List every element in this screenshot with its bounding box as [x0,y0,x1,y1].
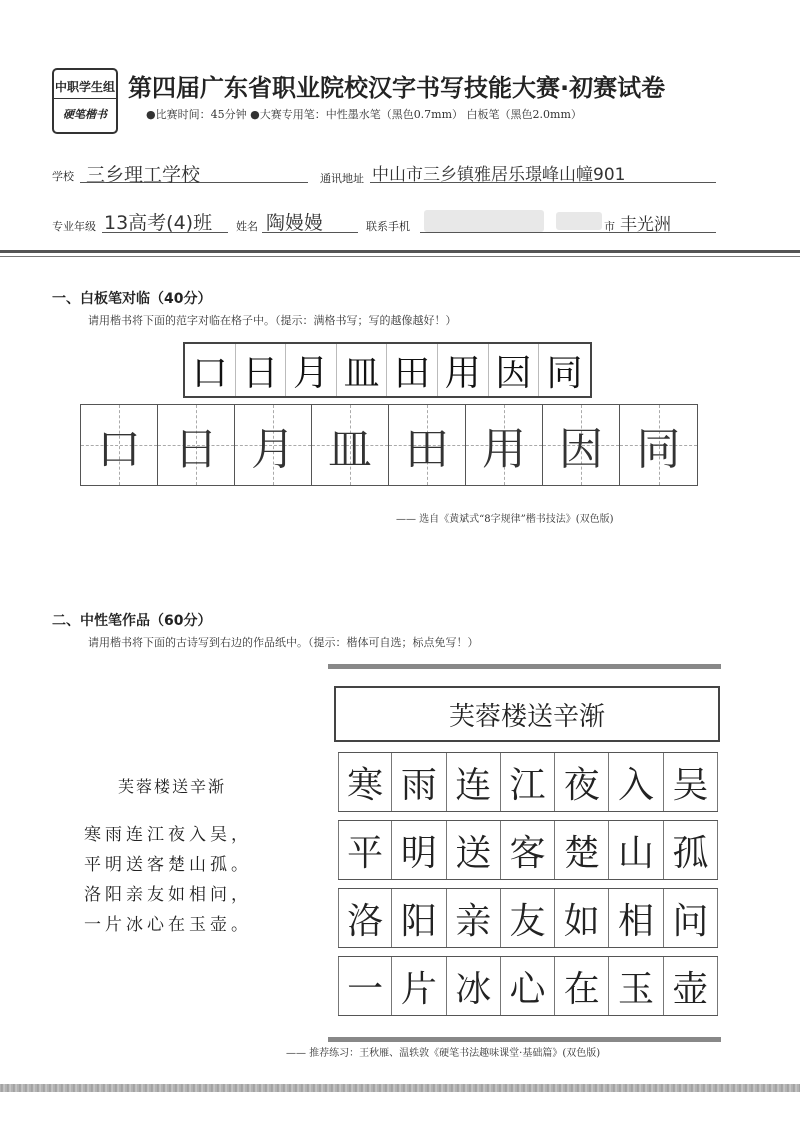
written-char: 用 [482,424,526,475]
written-char: 月 [251,424,295,475]
page-subtitle: ●比赛时间：45分钟 ●大赛专用笔：中性墨水笔（黑色0.7mm） 白板笔（黑色2.0mm） [146,108,582,121]
work-char[interactable]: 亲 [447,889,501,947]
phone-label: 联系手机 [366,220,410,233]
work-char[interactable]: 阳 [392,889,446,947]
group-badge [52,68,118,134]
grid-cell[interactable] [543,405,620,485]
grid-cell[interactable] [235,405,312,485]
badge-top: 中职学生组 [54,70,116,99]
work-char[interactable]: 孤 [664,821,718,879]
written-char: 同 [636,424,681,475]
model-char: 因 [489,344,540,396]
work-paper-row [338,820,718,880]
grid-cell[interactable] [389,405,466,485]
address-label: 通讯地址 [320,172,364,185]
work-char[interactable]: 在 [555,957,609,1015]
school-value[interactable]: 三乡理工学校 [86,164,201,186]
section2-recommend: —— 推荐练习：王秋雁、温轶敦《硬笔书法趣味课堂·基础篇》(双色版) [286,1048,601,1059]
work-char[interactable]: 玉 [609,957,663,1015]
work-char[interactable]: 夜 [555,753,609,811]
work-char[interactable]: 相 [609,889,663,947]
work-char[interactable]: 入 [609,753,663,811]
model-characters [183,342,592,398]
grid-cell[interactable] [620,405,697,485]
school-label: 学校 [52,170,74,183]
section1-heading: 一、白板笔对临（40分） [52,291,212,307]
work-paper-row [338,888,718,948]
badge-bottom: 硬笔楷书 [63,108,107,121]
work-paper-row [338,956,718,1016]
section1-source: —— 选自《黄斌式“8字规律”楷书技法》(双色版) [396,514,614,525]
work-char[interactable]: 如 [555,889,609,947]
name-label: 姓名 [236,220,258,233]
major-value[interactable]: 13高考(4)班 [104,212,213,234]
written-char: 因 [559,424,603,475]
work-char[interactable]: 寒 [338,753,392,811]
work-char[interactable]: 壶 [664,957,718,1015]
poem-line: 平明送客楚山孤。 [84,855,252,875]
work-paper-title[interactable]: 芙蓉楼送辛渐 [334,686,720,742]
work-char[interactable]: 洛 [338,889,392,947]
model-char: 皿 [337,344,388,396]
work-char[interactable]: 楚 [555,821,609,879]
work-char[interactable]: 江 [501,753,555,811]
header-rule-thin [0,256,800,257]
work-char[interactable]: 连 [447,753,501,811]
work-char[interactable]: 吴 [664,753,718,811]
section2-hint: 请用楷书将下面的古诗写到右边的作品纸中。（提示：楷体可自选；标点免写！） [88,636,479,649]
written-char: 皿 [328,424,372,475]
header-rule-thick [0,250,800,253]
work-char[interactable]: 冰 [447,957,501,1015]
work-char[interactable]: 一 [338,957,392,1015]
model-char: 用 [438,344,489,396]
address-value[interactable]: 中山市三乡镇雅居乐璟峰山幢901 [372,165,626,185]
grid-cell[interactable] [466,405,543,485]
work-char[interactable]: 友 [501,889,555,947]
work-char[interactable]: 片 [392,957,446,1015]
work-char[interactable]: 平 [338,821,392,879]
phone-line [420,232,716,233]
written-char: 口 [97,424,141,475]
model-char: 月 [286,344,337,396]
work-char[interactable]: 送 [447,821,501,879]
section1-hint: 请用楷书将下面的范字对临在格子中。（提示：满格书写；写的越像越好！） [88,314,457,327]
model-char: 日 [236,344,287,396]
written-char: 田 [405,424,449,475]
model-char: 田 [387,344,438,396]
redacted-city [556,212,602,230]
poem-title: 芙蓉楼送辛渐 [118,777,227,796]
written-char: 日 [174,424,218,475]
work-char[interactable]: 雨 [392,753,446,811]
instructor-suffix: 市 [604,220,615,233]
scan-edge-band [0,1084,800,1092]
work-char[interactable]: 山 [609,821,663,879]
work-paper-row [338,752,718,812]
model-char: 同 [546,352,583,394]
grid-cell[interactable] [312,405,389,485]
major-label: 专业年级 [52,220,96,233]
grid-cell[interactable] [158,405,235,485]
poem-line: 寒雨连江夜入吴， [84,825,252,845]
page-title: 第四届广东省职业院校汉字书写技能大赛·初赛试卷 [128,74,666,102]
section2-heading: 二、中性笔作品（60分） [52,613,212,629]
poem-line: 一片冰心在玉壶。 [84,915,252,935]
instructor-value[interactable]: 丰光洲 [620,215,671,235]
poem-line: 洛阳亲友如相问， [84,885,252,905]
model-char: 口 [185,344,236,396]
work-char[interactable]: 客 [501,821,555,879]
work-char[interactable]: 心 [501,957,555,1015]
work-char[interactable]: 明 [392,821,446,879]
grid-cell[interactable] [81,405,158,485]
name-value[interactable]: 陶嫚嫚 [266,212,324,234]
practice-grid [80,404,698,486]
redacted-phone [424,210,544,232]
work-char[interactable]: 问 [664,889,718,947]
